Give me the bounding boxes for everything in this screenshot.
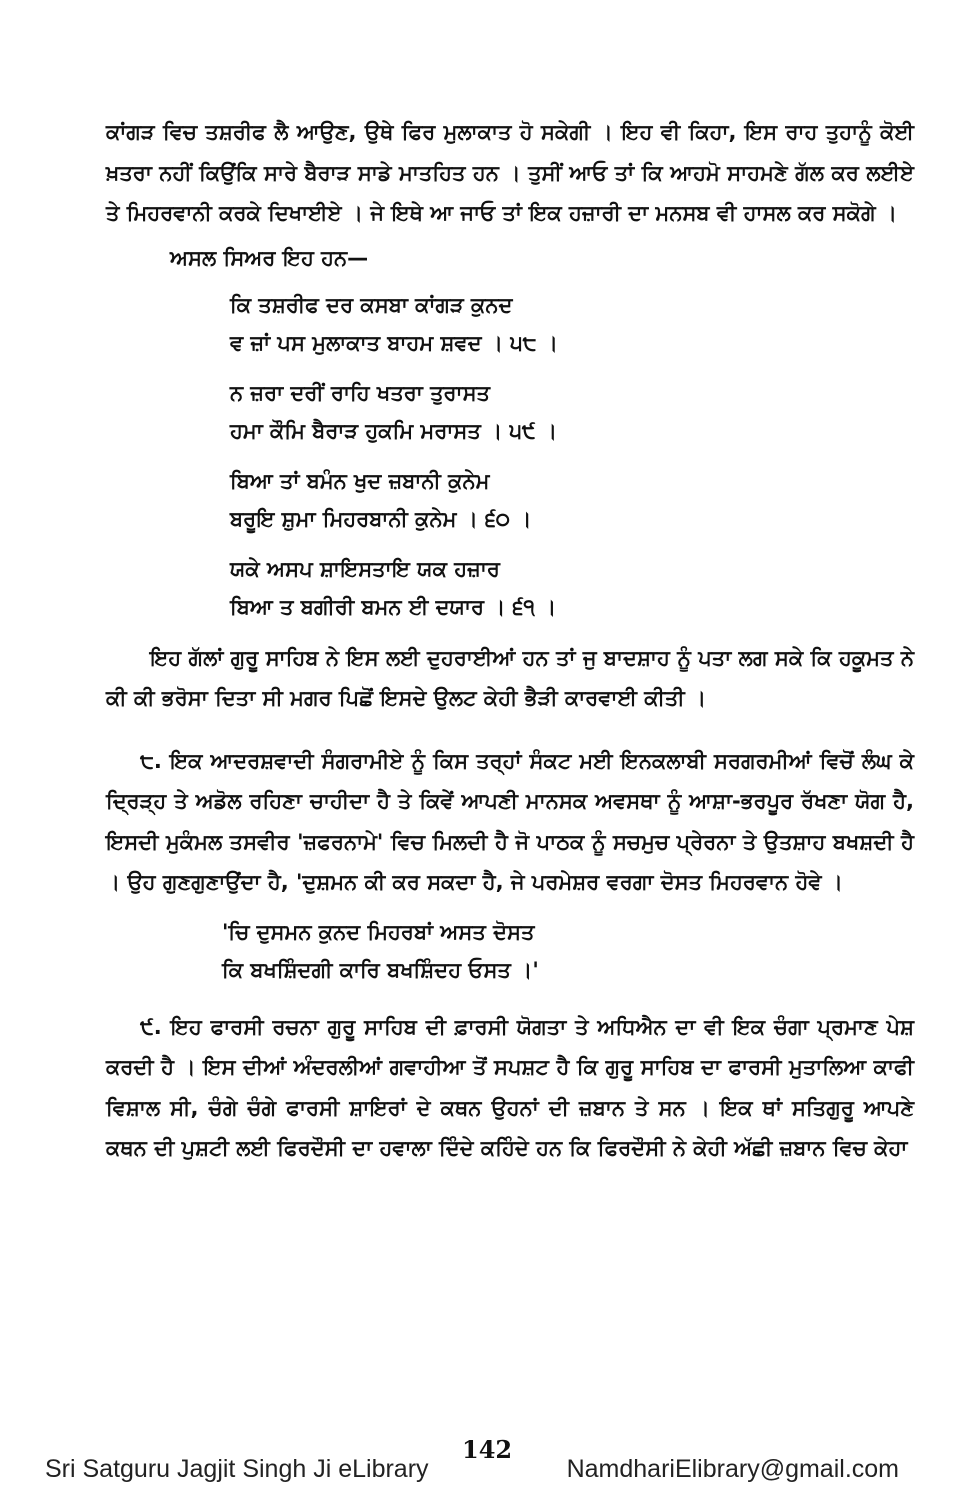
page-footer	[0, 1435, 971, 1495]
contact-email: NamdhariElibrary@gmail.com	[566, 1455, 899, 1483]
quote-line: ਕਿ ਬਖਸ਼ਿੰਦਗੀ ਕਾਰਿ ਬਖਸ਼ਿੰਦਹ ਓਸਤ ।'	[222, 957, 539, 982]
verse-line: ਨ ਜ਼ਰਾ ਦਰੀਂ ਰਾਹਿ ਖਤਰਾ ਤੁਰਾਸਤ	[230, 380, 490, 405]
paragraph-4-numbered-9: ੯. ਇਹ ਫਾਰਸੀ ਰਚਨਾ ਗੁਰੂ ਸਾਹਿਬ ਦੀ ਫ਼ਾਰਸੀ ਯੋਗਤਾ ਤੇ ਅਧਿਐਨ ਦਾ ਵੀ ਇਕ ਚੰਗਾ ਪ੍ਰਮਾਣ ਪੇਸ਼ ਕਰਦੀ ਹੈ । ਇਸ ਦੀਆਂ ਅੰਦਰਲੀਆਂ ਗਵਾਹੀਆ ਤੋਂ ਸਪਸ਼ਟ ਹੈ ਕਿ ਗੁਰੂ ਸਾਹਿਬ ਦਾ ਫਾਰਸੀ ਮੁਤਾਲਿਆ ਕਾਫੀ ਵਿਸ਼ਾਲ ਸੀ, ਚੰਗੇ ਚੰਗੇ ਫਾਰਸੀ ਸ਼ਾਇਰਾਂ ਦੇ ਕਥਨ ਉਹਨਾਂ ਦੀ ਜ਼ਬਾਨ ਤੇ ਸਨ । ਇਕ ਥਾਂ ਸਤਿਗੁਰੂ ਆਪਣੇ ਕਥਨ ਦੀ ਪੁਸ਼ਟੀ ਲਈ ਫਿਰਦੌਸੀ ਦਾ ਹਵਾਲਾ ਦਿੰਦੇ ਕਹਿੰਦੇ ਹਨ ਕਿ ਫਿਰਦੌਸੀ ਨੇ ਕੇਹੀ ਅੱਛੀ ਜ਼ਬਾਨ ਵਿਚ ਕੇਹਾ	[106, 1014, 914, 1160]
paragraph-3-numbered-8: ੮. ਇਕ ਆਦਰਸ਼ਵਾਦੀ ਸੰਗਰਾਮੀਏ ਨੂੰ ਕਿਸ ਤਰ੍ਹਾਂ ਸੰਕਟ ਮਈ ਇਨਕਲਾਬੀ ਸਰਗਰਮੀਆਂ ਵਿਚੋਂ ਲੰਘ ਕੇ ਦ੍ਰਿੜ੍ਹ ਤੇ ਅਡੋਲ ਰਹਿਣਾ ਚਾਹੀਦਾ ਹੈ ਤੇ ਕਿਵੇਂ ਆਪਣੀ ਮਾਨਸਕ ਅਵਸਥਾ ਨੂੰ ਆਸ਼ਾ-ਭਰਪੂਰ ਰੱਖਣਾ ਯੋਗ ਹੈ, ਇਸਦੀ ਮੁਕੰਮਲ ਤਸਵੀਰ 'ਜ਼ਫਰਨਾਮੇ' ਵਿਚ ਮਿਲਦੀ ਹੈ ਜੋ ਪਾਠਕ ਨੂੰ ਸਚਮੁਚ ਪ੍ਰੇਰਨਾ ਤੇ ਉਤਸ਼ਾਹ ਬਖਸ਼ਦੀ ਹੈ । ਉਹ ਗੁਣਗੁਣਾਉਂਦਾ ਹੈ, 'ਦੁਸ਼ਮਨ ਕੀ ਕਰ ਸਕਦਾ ਹੈ, ਜੇ ਪਰਮੇਸ਼ਰ ਵਰਗਾ ਦੋਸਤ ਮਿਹਰਵਾਨ ਹੋਵੇ ।	[106, 748, 914, 894]
verse-couplet	[230, 286, 914, 362]
verses-lead: ਅਸਲ ਸਿਅਰ ਇਹ ਹਨ—	[170, 245, 369, 270]
verse-line: ਹਮਾ ਕੌਮਿ ਬੈਰਾੜ ਹੁਕਮਿ ਮਰਾਸਤ । ੫੯ ।	[230, 418, 558, 443]
quoted-couplet	[222, 913, 914, 989]
page-content	[106, 112, 914, 1169]
verse-couplet	[230, 462, 914, 538]
verse-line: ਬਿਆ ਤ ਬਗੀਰੀ ਬਮਨ ਈ ਦਯਾਰ । ੬੧ ।	[230, 594, 557, 619]
quote-line: 'ਚਿ ਦੁਸਮਨ ਕੁਨਦ ਮਿਹਰਬਾਂ ਅਸਤ ਦੋਸਤ	[222, 919, 535, 944]
paragraph-1: ਕਾਂਗੜ ਵਿਚ ਤਸ਼ਰੀਫ ਲੈ ਆਉਣ, ਉਥੇ ਫਿਰ ਮੁਲਾਕਾਤ ਹੋ ਸਕੇਗੀ । ਇਹ ਵੀ ਕਿਹਾ, ਇਸ ਰਾਹ ਤੁਹਾਨੂੰ ਕੋਈ ਖ਼ਤਰਾ ਨਹੀਂ ਕਿਉਂਕਿ ਸਾਰੇ ਬੈਰਾੜ ਸਾਡੇ ਮਾਤਹਿਤ ਹਨ । ਤੁਸੀਂ ਆਓ ਤਾਂ ਕਿ ਆਹਮੋ ਸਾਹਮਣੇ ਗੱਲ ਕਰ ਲਈਏ ਤੇ ਮਿਹਰਵਾਨੀ ਕਰਕੇ ਦਿਖਾਈਏ । ਜੇ ਇਥੇ ਆ ਜਾਓ ਤਾਂ ਇਕ ਹਜ਼ਾਰੀ ਦਾ ਮਨਸਬ ਵੀ ਹਾਸਲ ਕਰ ਸਕੋਗੇ ।	[106, 120, 914, 225]
verse-couplet	[230, 374, 914, 450]
persian-verses	[230, 286, 914, 626]
library-name: Sri Satguru Jagjit Singh Ji eLibrary	[45, 1455, 429, 1483]
verse-line: ਬਿਆ ਤਾਂ ਬਮੰਨ ਖੁਦ ਜ਼ਬਾਨੀ ਕੁਨੇਮ	[230, 468, 490, 493]
paragraph-2: ਇਹ ਗੱਲਾਂ ਗੁਰੂ ਸਾਹਿਬ ਨੇ ਇਸ ਲਈ ਦੁਹਰਾਈਆਂ ਹਨ ਤਾਂ ਜੁ ਬਾਦਸ਼ਾਹ ਨੂੰ ਪਤਾ ਲਗ ਸਕੇ ਕਿ ਹਕੂਮਤ ਨੇ ਕੀ ਕੀ ਭਰੋਸਾ ਦਿਤਾ ਸੀ ਮਗਰ ਪਿਛੋਂ ਇਸਦੇ ਉਲਟ ਕੇਹੀ ਭੈੜੀ ਕਾਰਵਾਈ ਕੀਤੀ ।	[106, 645, 914, 710]
verse-line: ਯਕੇ ਅਸਪ ਸ਼ਾਇਸਤਾਇ ਯਕ ਹਜ਼ਾਰ	[230, 556, 500, 581]
verse-line: ਬਰੂਇ ਸ਼ੁਮਾ ਮਿਹਰਬਾਨੀ ਕੁਨੇਮ । ੬੦ ।	[230, 506, 532, 531]
verse-couplet	[230, 550, 914, 626]
verse-line: ਕਿ ਤਸ਼ਰੀਫ ਦਰ ਕਸਬਾ ਕਾਂਗੜ ਕੁਨਦ	[230, 292, 513, 317]
verse-line: ਵ ਜ਼ਾਂ ਪਸ ਮੁਲਾਕਾਤ ਬਾਹਮ ਸ਼ਵਦ । ੫੮ ।	[230, 330, 559, 355]
page-number: 142	[462, 1435, 513, 1464]
